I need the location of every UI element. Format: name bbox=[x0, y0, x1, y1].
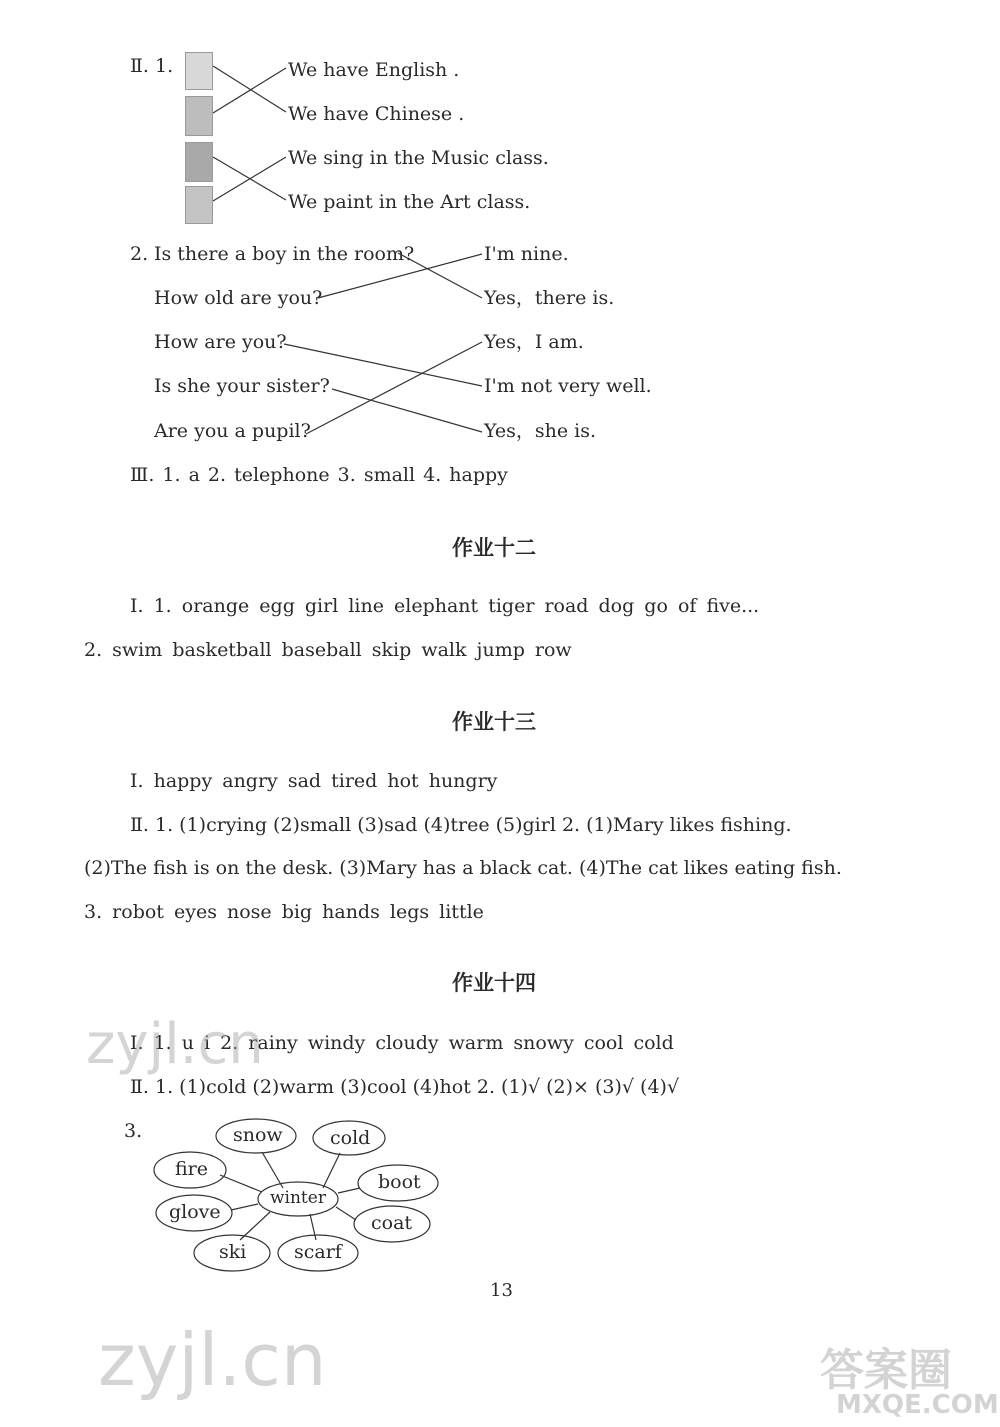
web-link-coat bbox=[336, 1207, 356, 1220]
hw13-line2: Ⅱ. 1. (1)crying (2)small (3)sad (4)tree (5)girl 2. (1)Mary likes fishing. bbox=[130, 814, 792, 836]
question-how-are-you: How are you? bbox=[154, 331, 287, 353]
q1-label: Ⅱ. 1. bbox=[130, 55, 174, 77]
web-word-glove: glove bbox=[169, 1201, 221, 1223]
web-center-word: winter bbox=[270, 1188, 326, 1208]
page-number: 13 bbox=[490, 1280, 513, 1301]
web-word-ski: ski bbox=[219, 1241, 247, 1263]
web-word-boot: boot bbox=[378, 1171, 421, 1193]
hw13-line3: (2)The fish is on the desk. (3)Mary has a black cat. (4)The cat likes eating fish. bbox=[84, 857, 842, 879]
web-word-snow: snow bbox=[233, 1124, 283, 1146]
section3-answers: Ⅲ. 1. a 2. telephone 3. small 4. happy bbox=[130, 464, 508, 486]
answer-nine: I'm nine. bbox=[484, 243, 569, 265]
hw13-line1: Ⅰ. happy angry sad tired hot hungry bbox=[130, 770, 498, 792]
hw14-line1: Ⅰ. 1. u i 2. rainy windy cloudy warm snowy cool cold bbox=[130, 1032, 674, 1054]
watermark-top: zyjl.cn bbox=[86, 1012, 264, 1077]
web-word-coat: coat bbox=[371, 1212, 413, 1234]
hw14-line2: Ⅱ. 1. (1)cold (2)warm (3)cool (4)hot 2. (1)√ (2)× (3)√ (4)√ bbox=[130, 1076, 680, 1098]
sentence-art: We paint in the Art class. bbox=[288, 191, 531, 213]
q2-label: 2. bbox=[130, 243, 149, 265]
web-link-boot bbox=[338, 1188, 360, 1193]
hw12-line2: 2. swim basketball baseball skip walk jump row bbox=[84, 639, 572, 661]
watermark-corner-logo: 答案圈 bbox=[820, 1345, 952, 1396]
question-how-old: How old are you? bbox=[154, 287, 323, 309]
q3-label: 3. bbox=[124, 1120, 143, 1142]
answer-she-is: Yes，she is. bbox=[484, 420, 597, 442]
question-a-pupil: Are you a pupil? bbox=[154, 420, 311, 442]
answer-there-is: Yes，there is. bbox=[484, 287, 615, 309]
web-word-cold: cold bbox=[330, 1127, 371, 1149]
web-link-scarf bbox=[310, 1214, 316, 1240]
answer-i-am: Yes，I am. bbox=[484, 331, 584, 353]
web-word-fire: fire bbox=[175, 1158, 208, 1180]
answer-not-well: I'm not very well. bbox=[484, 375, 652, 397]
web-link-snow bbox=[262, 1152, 283, 1188]
question-boy-in-room: Is there a boy in the room? bbox=[154, 243, 415, 265]
web-link-fire bbox=[220, 1175, 262, 1192]
sentence-music: We sing in the Music class. bbox=[288, 147, 549, 169]
sentence-chinese: We have Chinese . bbox=[288, 103, 465, 125]
hw13-line4: 3. robot eyes nose big hands legs little bbox=[84, 901, 484, 923]
watermark-corner-url: MXQE.COM bbox=[836, 1390, 999, 1420]
hw14-title: 作业十四 bbox=[452, 971, 536, 995]
hw13-title: 作业十三 bbox=[452, 710, 536, 734]
web-link-glove bbox=[231, 1204, 258, 1210]
hw12-line1: Ⅰ. 1. orange egg girl line elephant tiger road dog go of five... bbox=[130, 595, 760, 617]
web-link-cold bbox=[323, 1153, 340, 1188]
question-your-sister: Is she your sister? bbox=[154, 375, 330, 397]
sentence-english: We have English . bbox=[288, 59, 460, 81]
hw12-title: 作业十二 bbox=[452, 536, 536, 560]
web-word-scarf: scarf bbox=[294, 1241, 342, 1263]
watermark-bottom: zyjl.cn bbox=[98, 1318, 327, 1402]
